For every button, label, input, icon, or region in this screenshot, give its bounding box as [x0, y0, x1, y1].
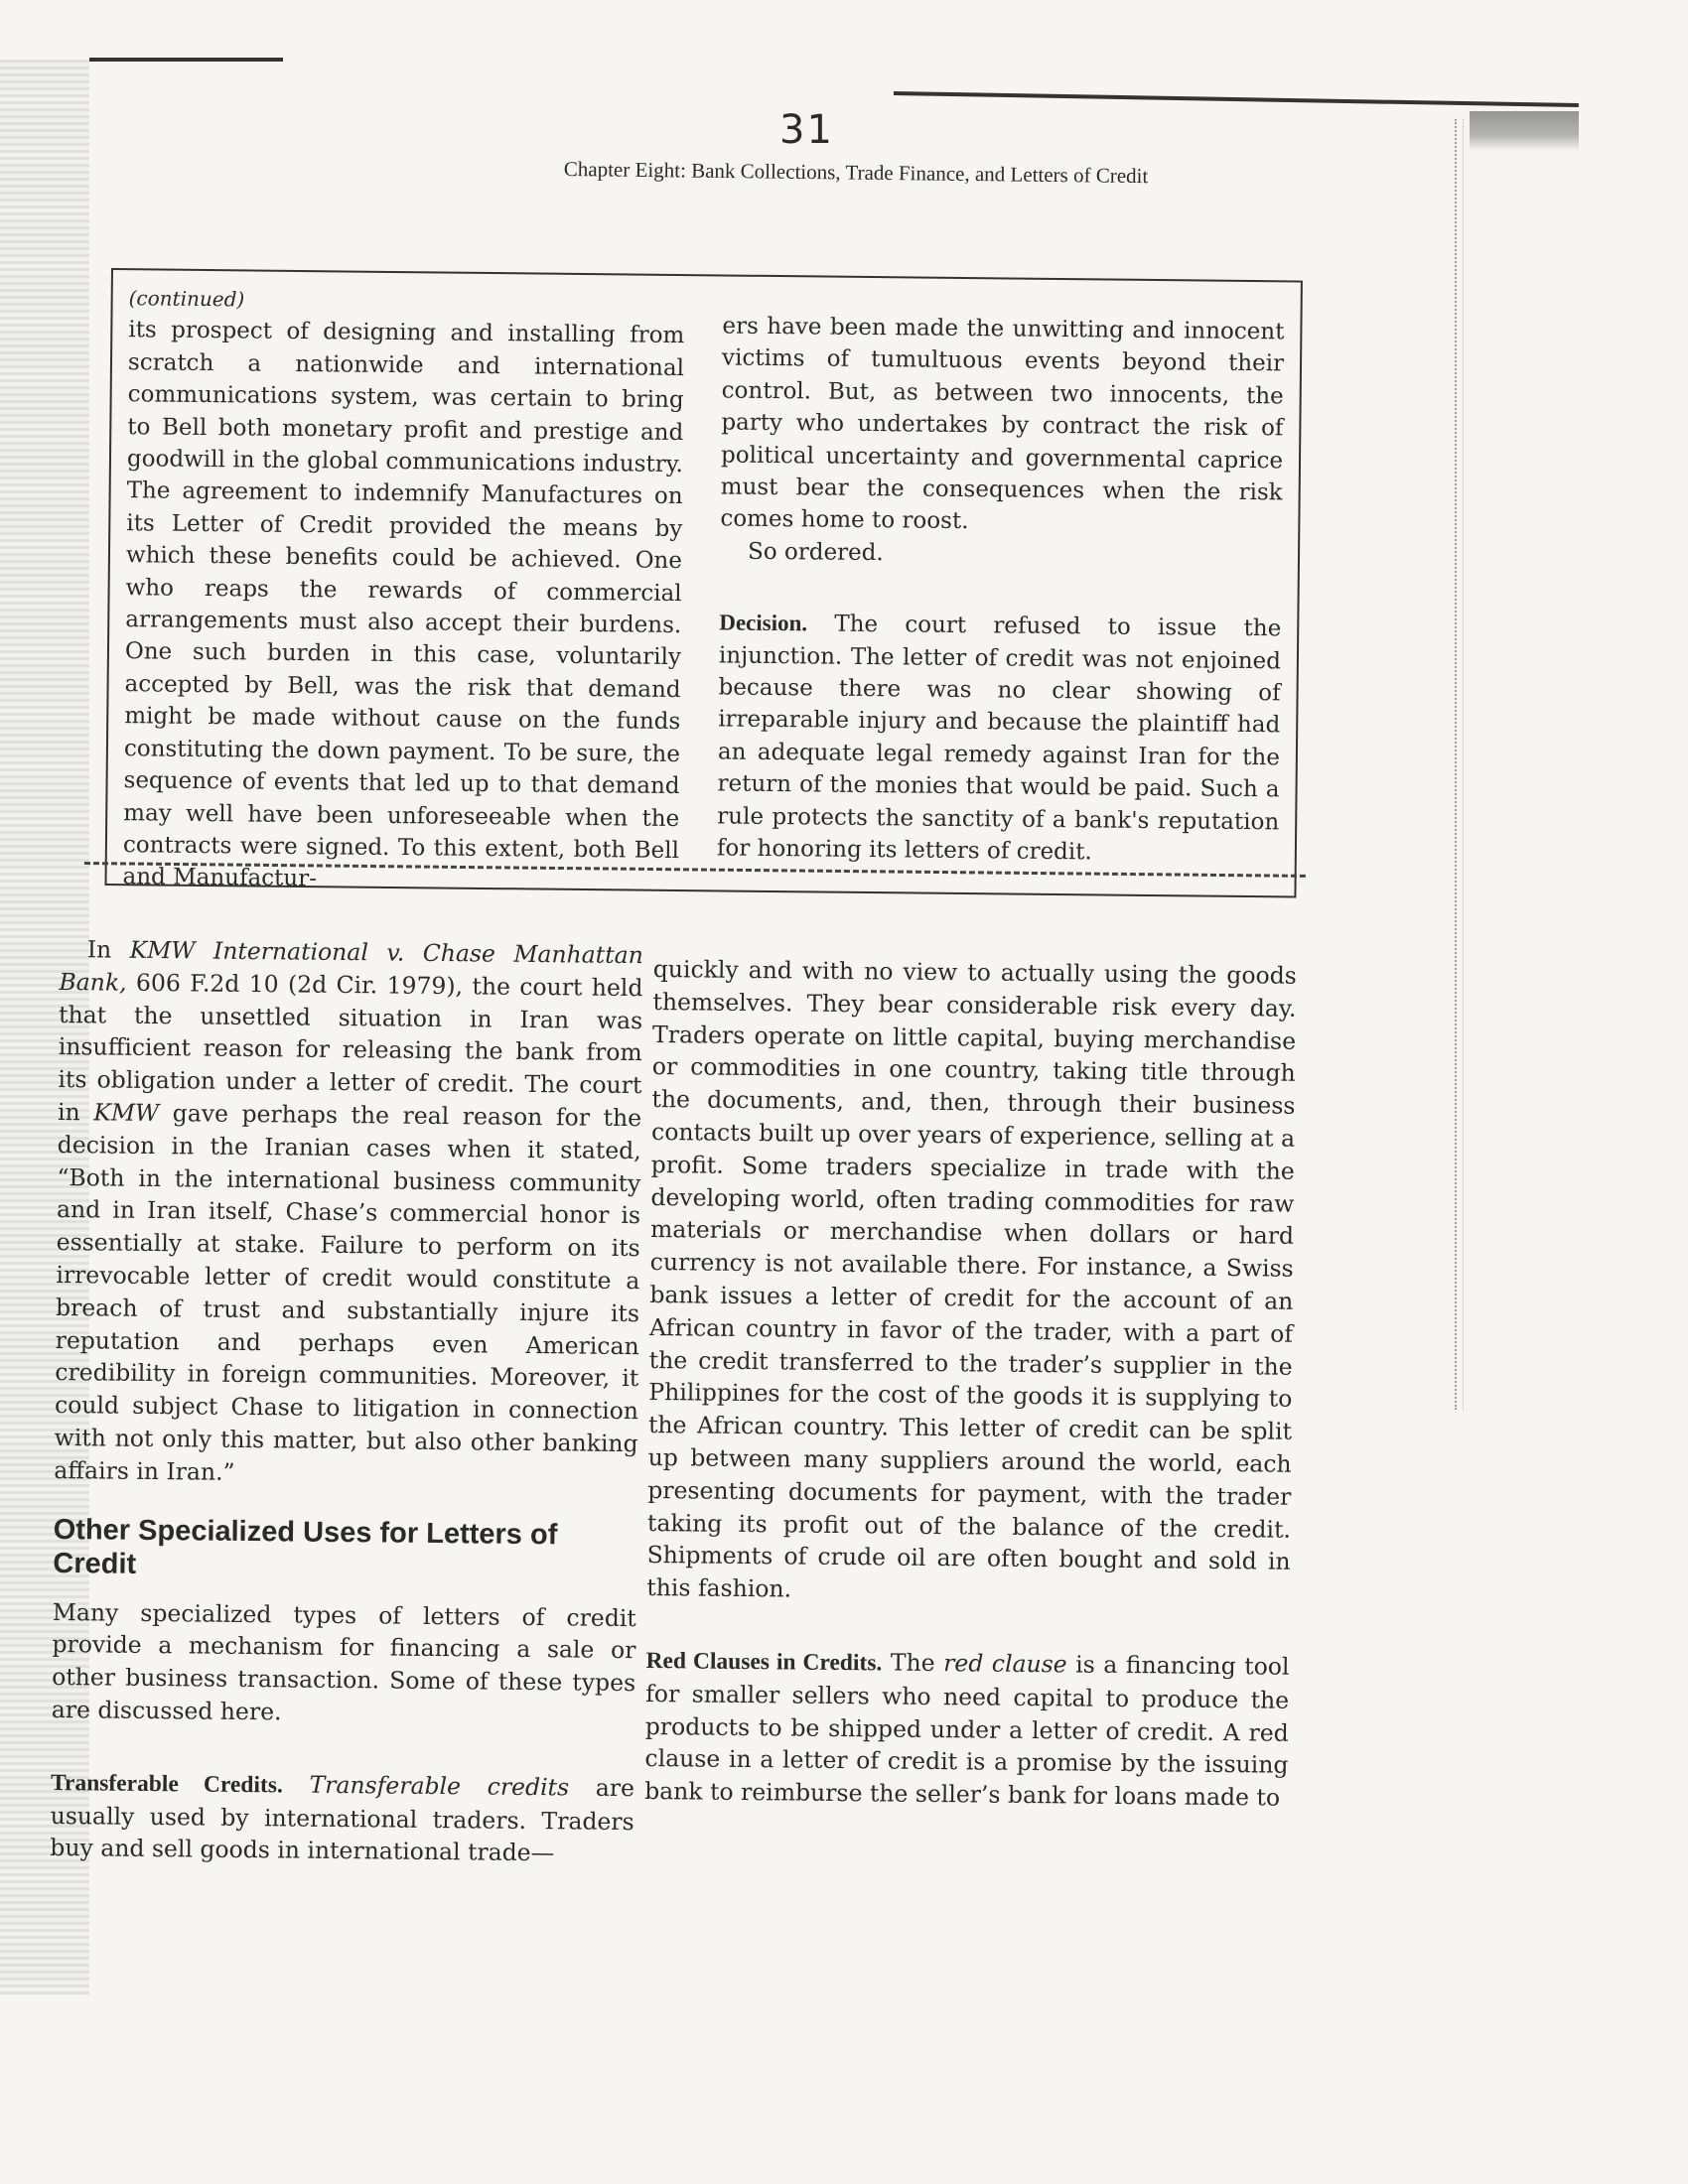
red-clause-text: is a financing tool for smaller sellers who need capital to produce the products to be shipped under a letter of credit. A red clause in a letter of credit is a promise by the issuing bank to reimburse the seller’s bank for loans made to: [644, 1650, 1290, 1812]
transferable-text: are usually used by international traders. Traders buy and sell goods in international trade—: [50, 1773, 635, 1867]
decision-paragraph: [717, 608, 1282, 871]
so-ordered: So ordered.: [747, 538, 884, 567]
red-clause-term: red clause: [943, 1649, 1067, 1679]
case-box-left-text: its prospect of designing and installing from scratch a nationwide and international communications system, was certain to bring to Bell both monetary profit and prestige and goodwill in the global communications industry. The agreement to indemnify Manufactures on its Letter of Credit provided the means by which these benefits could be achieved. One who reaps the rewards of commercial arrangements must also accept their burdens. One such burden in this case, voluntarily accepted by Bell, was the risk that demand might be made without cause on the funds constituting the down payment. To be sure, the sequence of events that led up to that demand may well have been unforeseeable when the contracts were signed. To this extent, both Bell and Manufactur-: [122, 317, 685, 892]
red-clause-paragraph: [644, 1644, 1290, 1815]
section-heading: Other Specialized Uses for Letters of Credit: [53, 1513, 558, 1580]
traders-paragraph: quickly and with no view to actually using the goods themselves. They bear considerable risk every day. Traders operate on little capital, buying merchandise or commodities in one country, taking title through the documents, and, then, through their business contacts built up over years of experience, selling at a profit. Some traders specialize in trade with the developing world, often trading commodities for raw materials or merchandise when dollars or hard currency is not available there. For instance, a Swiss bank issues a letter of credit for the account of an African country in favor of the trader, with a part of the credit transferred to the trader’s supplier in the Philippines for the cost of the goods it is supplying to the African country. This letter of credit can be split up between many suppliers around the world, each presenting documents for payment, with the trader taking its profit out of the balance of the credit. Shipments of crude oil are often bought and sold in this fashion.: [646, 954, 1297, 1603]
body-right-column: [644, 953, 1297, 1815]
case-continuation-box: [104, 268, 1302, 898]
kmw-short-name: KMW: [93, 1098, 160, 1128]
spacer: [646, 1604, 1290, 1651]
case-box-right-text: ers have been made the unwitting and innocent victims of tumultuous events beyond their control. But, as between two innocents, the party who undertakes by contract the risk of political uncertainty and governmental caprice must bear the consequences when the risk comes home to roost.: [720, 313, 1285, 535]
section-intro: Many specialized types of letters of credit provide a mechanism for financing a sale or other business transaction. Some of these types are discussed here.: [51, 1597, 636, 1726]
spacer: [51, 1726, 634, 1772]
red-clause-label: Red Clauses in Credits.: [645, 1647, 883, 1677]
body-left-column: [50, 933, 643, 1870]
transferable-label: Transferable Credits.: [50, 1769, 283, 1799]
transferable-paragraph: [50, 1766, 634, 1871]
kmw-text-1: 606 F.2d 10 (2d Cir. 1979), the court held that the unsettled situation in Iran was insufficient reason for releasing the bank from its obligation under a letter of credit. The court in: [57, 968, 643, 1127]
decision-text: The court refused to issue the injunction. The letter of credit was not enjoined because there was no clear showing of irreparable injury and because the plaintiff had an adequate legal remedy against Iran for the return of the monies that would be paid. Such a rule protects the sanctity of a bank's reputation for honoring its letters of credit.: [716, 611, 1282, 866]
spacer: [719, 568, 1281, 614]
kmw-text-2: gave perhaps the real reason for the decision in the Iranian cases when it stated, “Both in the international business community and in Iran itself, Chase’s commercial honor is essentially at stake. Failure to perform on its irrevocable letter of credit would constitute a breach of trust and substantially injure its reputation and perhaps even American credibility in foreign communities. Moreover, it could subject Chase to litigation in connection with not only this matter, but also other banking affairs in Iran.”: [54, 1099, 642, 1486]
kmw-case-name: KMW International v. Chase Manhattan Bank,: [59, 935, 643, 997]
scan-shadow-right: [1455, 119, 1464, 1410]
continued-label: (continued): [128, 286, 245, 312]
page-corner-shading: [1470, 111, 1579, 151]
decision-label: Decision.: [719, 610, 808, 636]
page-rule-top-right: [894, 91, 1579, 107]
case-box-right-column: [717, 310, 1285, 870]
red-clause-intro: The: [890, 1648, 935, 1677]
running-head: Chapter Eight: Bank Collections, Trade Finance, and Letters of Credit: [563, 157, 1149, 189]
kmw-intro: In: [86, 935, 112, 964]
case-box-left-column: [122, 282, 684, 899]
handwritten-page-number: 31: [779, 107, 834, 153]
transferable-term: Transferable credits: [309, 1770, 570, 1802]
kmw-paragraph: [54, 933, 643, 1493]
page-rule-top-left: [89, 58, 283, 62]
